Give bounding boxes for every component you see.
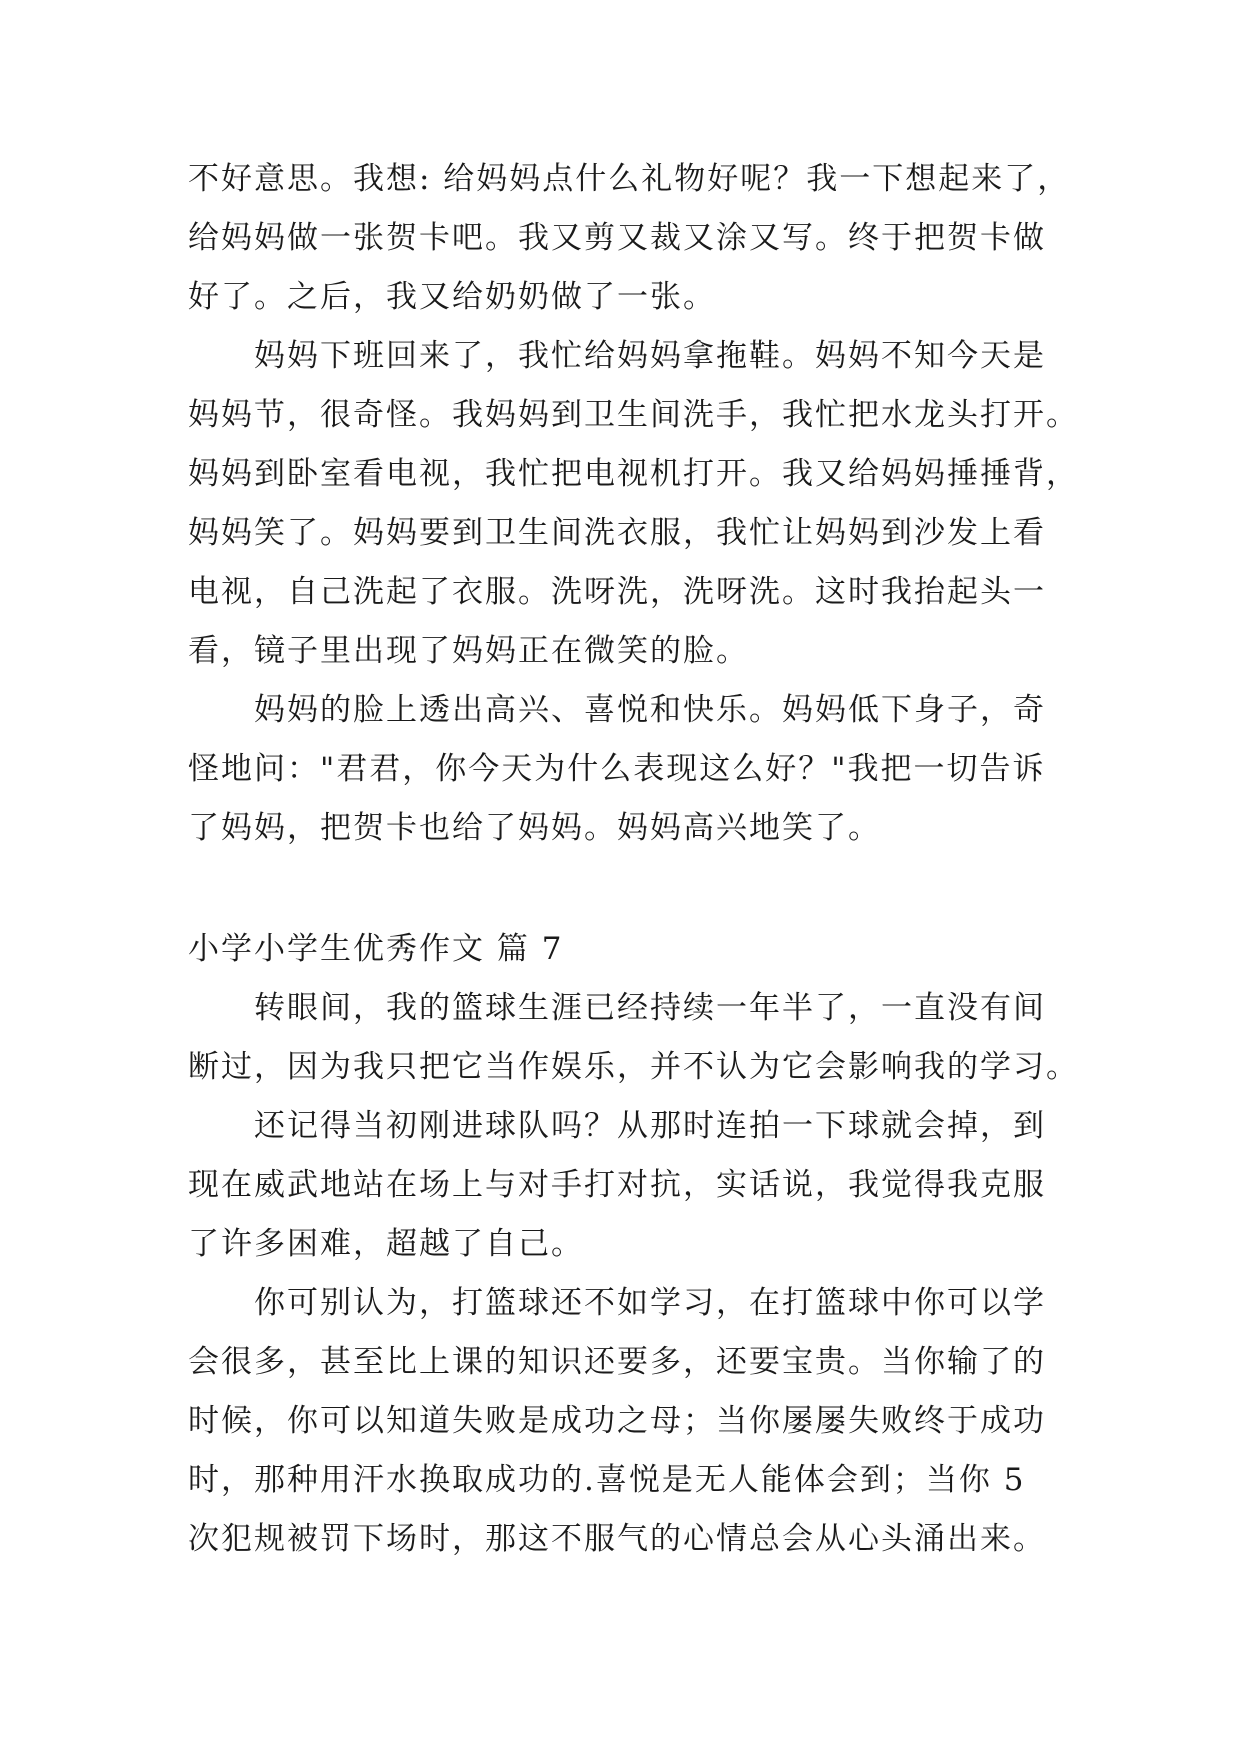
text-line: 电视，自己洗起了衣服。洗呀洗，洗呀洗。这时我抬起头一 xyxy=(188,574,1046,610)
text-line: 妈妈的脸上透出高兴、喜悦和快乐。妈妈低下身子，奇 xyxy=(254,692,1046,728)
text-line: 看，镜子里出现了妈妈正在微笑的脸。 xyxy=(188,633,749,669)
text-line: 给妈妈做一张贺卡吧。我又剪又裁又涂又写。终于把贺卡做 xyxy=(188,220,1046,256)
section-title: 小学小学生优秀作文 篇 7 xyxy=(188,931,564,967)
text-line: 妈妈笑了。妈妈要到卫生间洗衣服，我忙让妈妈到沙发上看 xyxy=(188,515,1046,551)
paragraph xyxy=(188,327,1079,681)
text-line: 次犯规被罚下场时，那这不服气的心情总会从心头涌出来。 xyxy=(188,1521,1046,1557)
paragraph xyxy=(188,1097,1068,1274)
paragraph xyxy=(188,1274,1068,1569)
paragraph xyxy=(188,681,1068,858)
text-line: 了许多困难，超越了自己。 xyxy=(188,1226,584,1262)
text-line: 还记得当初刚进球队吗？从那时连拍一下球就会掉，到 xyxy=(254,1108,1046,1144)
text-line: 妈妈到卧室看电视，我忙把电视机打开。我又给妈妈捶捶背， xyxy=(188,456,1079,492)
text-line: 妈妈节，很奇怪。我妈妈到卫生间洗手，我忙把水龙头打开。 xyxy=(188,397,1079,433)
text-line: 现在威武地站在场上与对手打对抗，实话说，我觉得我克服 xyxy=(188,1167,1046,1203)
text-line: 妈妈下班回来了，我忙给妈妈拿拖鞋。妈妈不知今天是 xyxy=(254,338,1046,374)
text-line: 了妈妈，把贺卡也给了妈妈。妈妈高兴地笑了。 xyxy=(188,810,881,846)
text-line: 你可别认为，打篮球还不如学习，在打篮球中你可以学 xyxy=(254,1285,1046,1321)
text-line: 不好意思。我想: 给妈妈点什么礼物好呢？我一下想起来了， xyxy=(188,161,1071,197)
text-line: 好了。之后，我又给奶奶做了一张。 xyxy=(188,279,716,315)
text-line: 时候，你可以知道失败是成功之母；当你屡屡失败终于成功 xyxy=(188,1403,1046,1439)
paragraph xyxy=(188,979,1079,1097)
text-line: 转眼间，我的篮球生涯已经持续一年半了，一直没有间 xyxy=(254,990,1046,1026)
text-line: 会很多，甚至比上课的知识还要多，还要宝贵。当你输了的 xyxy=(188,1344,1046,1380)
text-line: 时，那种用汗水换取成功的.喜悦是无人能体会到；当你 5 xyxy=(188,1462,1026,1498)
document-body xyxy=(188,150,1079,1569)
text-line: 怪地问："君君，你今天为什么表现这么好？"我把一切告诉 xyxy=(188,751,1046,787)
text-line: 断过，因为我只把它当作娱乐，并不认为它会影响我的学习。 xyxy=(188,1049,1079,1085)
paragraph-continued xyxy=(188,150,1071,327)
